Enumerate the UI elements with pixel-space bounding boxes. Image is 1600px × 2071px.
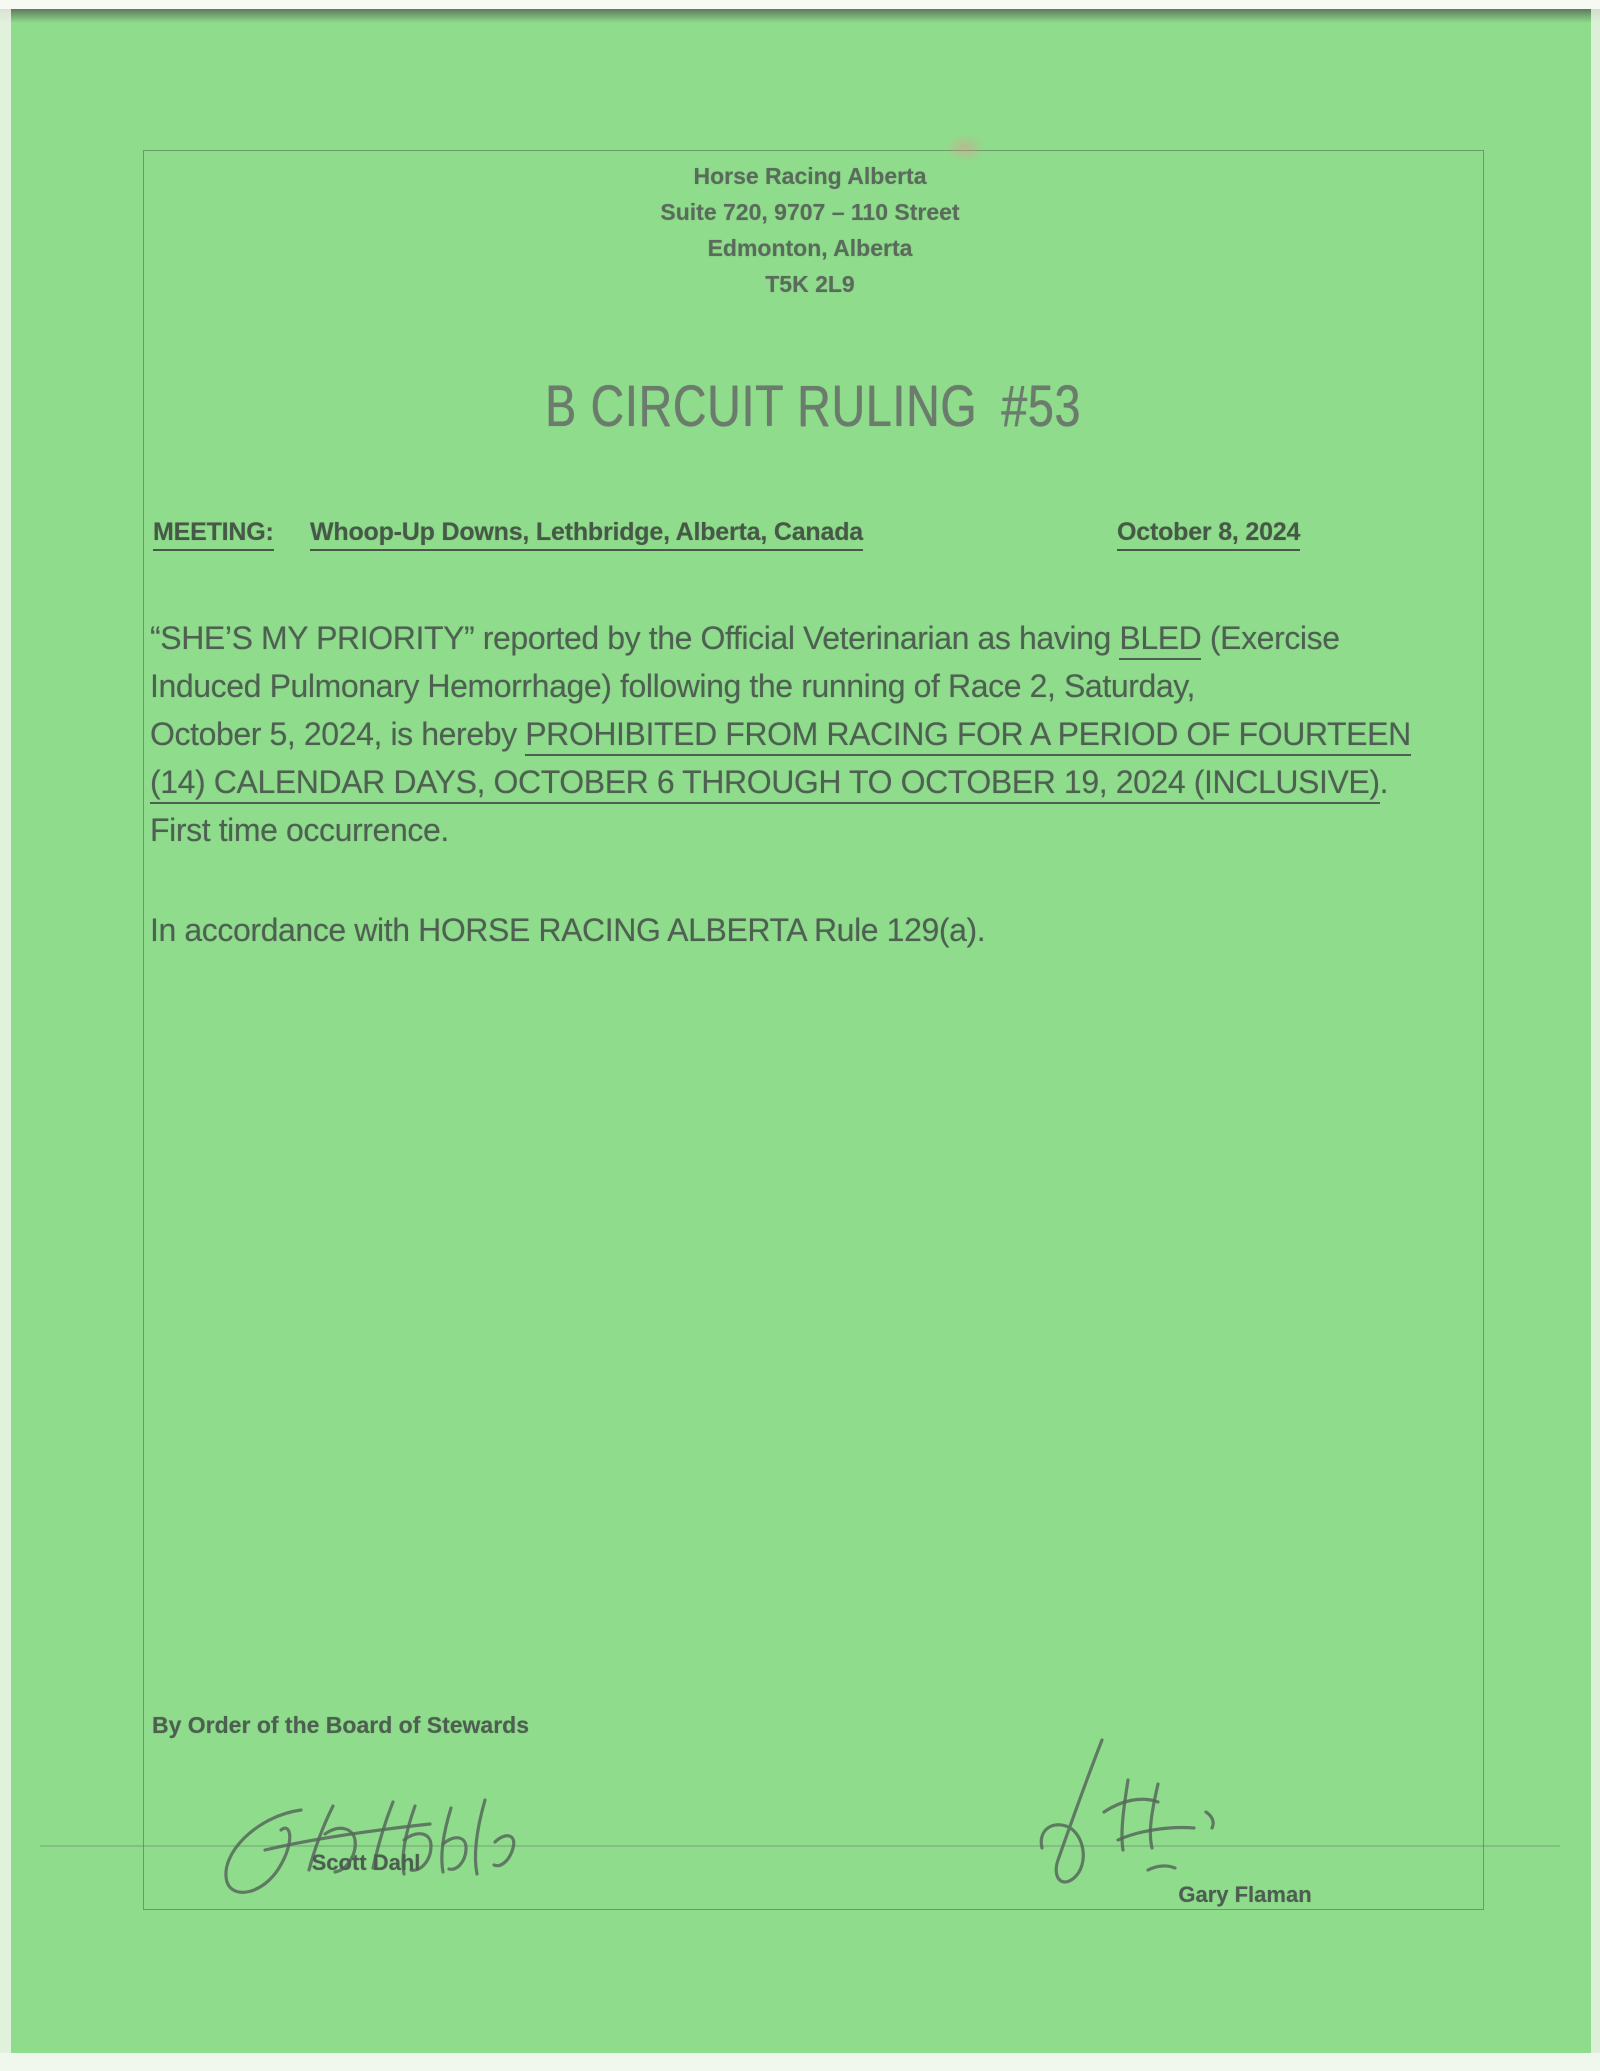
scan-edge-top [0, 0, 1600, 9]
letterhead [0, 158, 1600, 302]
address-line-2: Edmonton, Alberta [707, 235, 913, 261]
meeting-date: October 8, 2024 [1117, 518, 1300, 551]
scott-dahl-signature [205, 1772, 545, 1907]
scan-edge-bottom [0, 2053, 1600, 2071]
address-line-1: Suite 720, 9707 – 110 Street [660, 199, 960, 225]
ruling-paragraph-line: October 5, 2024, is hereby PROHIBITED FROM RACING FOR A PERIOD OF FOURTEEN [150, 710, 1550, 758]
board-order-text: By Order of the Board of Stewards [152, 1712, 530, 1738]
postal-code: T5K 2L9 [765, 271, 855, 297]
signer-name-gary-flaman: Gary Flaman [1178, 1882, 1312, 1907]
signer-name-scott-dahl: Scott Dahl [311, 1850, 421, 1875]
ruling-paragraph [150, 614, 1550, 854]
ruling-paragraph-line: Induced Pulmonary Hemorrhage) following the running of Race 2, Saturday, [150, 668, 1195, 704]
ruling-paragraph-line: “SHE’S MY PRIORITY” reported by the Official Veterinarian as having BLED (Exercise [150, 614, 1550, 662]
org-name: Horse Racing Alberta [693, 163, 927, 189]
scan-edge-left [0, 9, 11, 2071]
meeting-row [0, 518, 1600, 558]
ruling-paragraph-line: First time occurrence. [150, 812, 449, 848]
ruling-title: B CIRCUIT RULING [545, 374, 978, 439]
ruling-number: #53 [1001, 374, 1081, 439]
scan-edge-right [1591, 9, 1600, 2071]
meeting-label: MEETING: [153, 518, 274, 551]
rule-reference: In accordance with HORSE RACING ALBERTA Rule 129(a). [150, 912, 986, 948]
scan-edge-top-shadow [0, 9, 1600, 23]
gary-flaman-signature [1000, 1728, 1250, 1898]
meeting-venue: Whoop-Up Downs, Lethbridge, Alberta, Canada [310, 518, 863, 551]
ruling-title-row [163, 376, 1464, 438]
ruling-paragraph-line: (14) CALENDAR DAYS, OCTOBER 6 THROUGH TO OCTOBER 19, 2024 (INCLUSIVE). [150, 758, 1550, 806]
